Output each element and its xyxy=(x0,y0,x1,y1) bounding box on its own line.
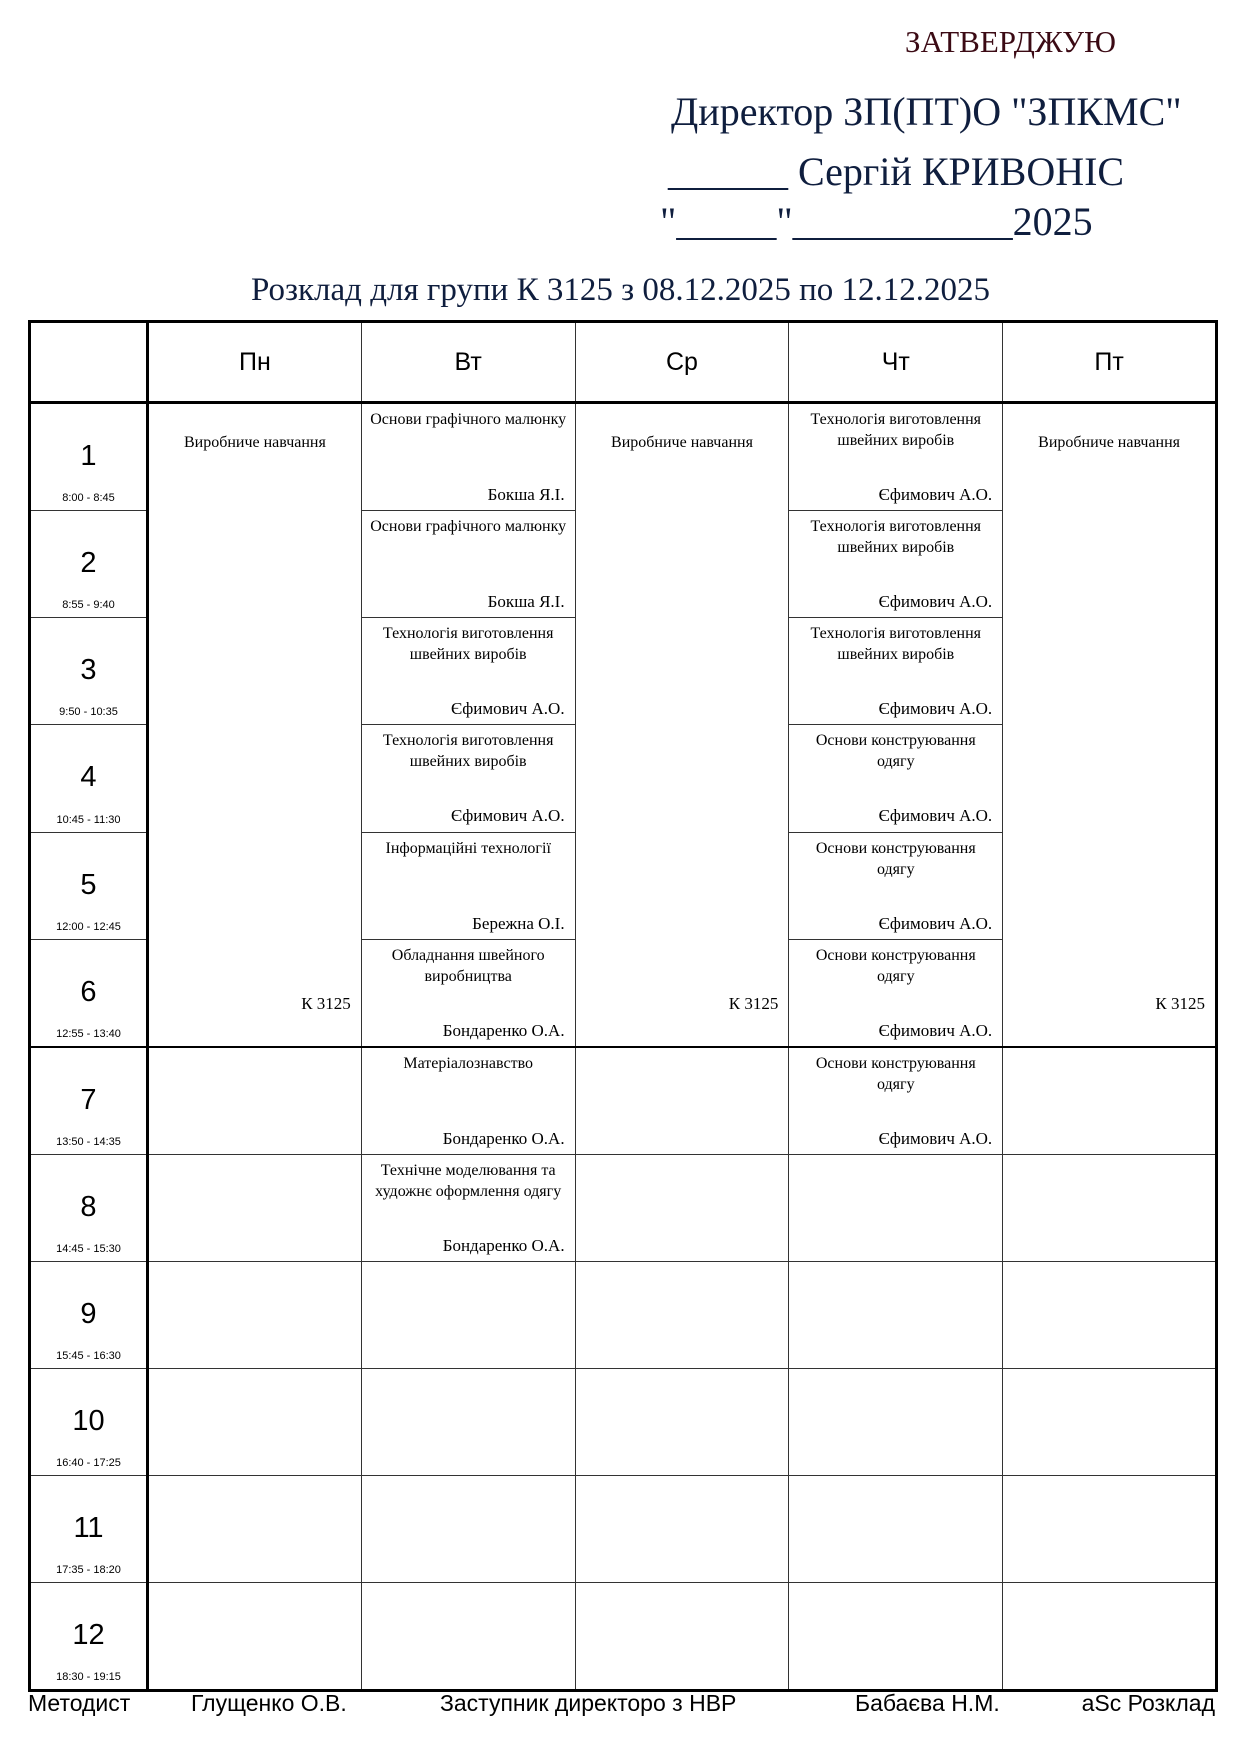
lesson-subject: Технологія виготовлення швейних виробів xyxy=(382,625,554,664)
period-time: 13:50 - 14:35 xyxy=(56,1136,121,1148)
lesson-subject: Обладнання швейного виробництва xyxy=(391,946,545,985)
period-cell xyxy=(30,1476,148,1583)
tue-cell xyxy=(361,1583,575,1691)
thu-cell xyxy=(789,1369,1003,1476)
period-cell xyxy=(30,1155,148,1262)
lesson-subject: Матеріалознавство xyxy=(403,1055,534,1072)
lesson-teacher: Бокша Я.І. xyxy=(487,592,565,612)
wed-cell xyxy=(575,1583,789,1691)
methodist-label: Методист xyxy=(28,1690,131,1716)
software-credit: aSc Розклад xyxy=(1081,1690,1215,1716)
thu-cell xyxy=(789,403,1003,511)
director-signature-line: ______ Сергій КРИВОНІС xyxy=(668,149,1125,194)
period-time: 16:40 - 17:25 xyxy=(56,1457,121,1469)
thu-cell xyxy=(789,1155,1003,1262)
wed-block-cell xyxy=(575,403,789,1048)
lesson-teacher: Єфимович А.О. xyxy=(451,699,565,719)
tue-cell xyxy=(361,403,575,511)
fri-cell xyxy=(1003,1047,1217,1155)
lesson-subject: Основи конструювання одягу xyxy=(815,732,976,771)
tue-cell xyxy=(361,832,575,939)
fri-cell xyxy=(1003,1262,1217,1369)
lesson-teacher: Єфимович А.О. xyxy=(878,1020,993,1040)
day-header-fri: Пт xyxy=(1003,322,1217,403)
block-group: К 3125 xyxy=(728,994,779,1013)
wed-cell xyxy=(575,1476,789,1583)
lesson-subject: Основи конструювання одягу xyxy=(815,1055,976,1093)
tue-cell xyxy=(361,939,575,1047)
day-header-wed: Ср xyxy=(575,322,789,403)
lesson-subject: Технологія виготовлення швейних виробів xyxy=(810,411,982,449)
fri-cell xyxy=(1003,1369,1217,1476)
lesson-teacher: Єфимович А.О. xyxy=(878,699,993,719)
period-time: 12:00 - 12:45 xyxy=(56,920,121,933)
period-time: 12:55 - 13:40 xyxy=(56,1028,121,1040)
block-group: К 3125 xyxy=(1155,994,1205,1013)
lesson-subject: Інформаційні технології xyxy=(385,839,551,857)
director-title: Директор ЗП(ПТ)О "ЗПКМС" xyxy=(671,89,1182,134)
lesson-teacher: Бондаренко О.А. xyxy=(442,1236,565,1255)
footer xyxy=(28,1686,1215,1722)
period-cell xyxy=(30,618,148,725)
mon-block-cell xyxy=(148,403,362,1048)
day-header-mon: Пн xyxy=(148,322,362,403)
wed-cell xyxy=(575,1369,789,1476)
fri-block-cell xyxy=(1003,403,1217,1048)
mon-cell xyxy=(148,1583,362,1691)
thu-cell xyxy=(789,1476,1003,1583)
period-number: 5 xyxy=(80,868,97,901)
mon-cell xyxy=(148,1155,362,1262)
schedule-title: Розклад для групи К 3125 з 08.12.2025 по 12.12.2025 xyxy=(250,272,991,308)
thu-cell xyxy=(789,939,1003,1047)
approval-date-line: "_____"___________2025 xyxy=(660,199,1093,244)
mon-cell xyxy=(148,1047,362,1155)
tue-cell xyxy=(361,618,575,725)
period-cell xyxy=(30,1583,148,1691)
period-cell xyxy=(30,725,148,832)
period-number: 10 xyxy=(72,1405,105,1437)
tue-cell xyxy=(361,511,575,618)
thu-cell xyxy=(789,618,1003,725)
tue-cell xyxy=(361,1047,575,1155)
thu-cell xyxy=(789,511,1003,618)
tue-cell xyxy=(361,1155,575,1262)
tue-cell xyxy=(361,1262,575,1369)
period-cell xyxy=(30,403,148,511)
period-time: 8:00 - 8:45 xyxy=(62,492,115,505)
period-time: 8:55 - 9:40 xyxy=(62,599,115,612)
period-row xyxy=(30,403,1217,511)
thu-cell xyxy=(789,832,1003,939)
lesson-subject: Технічне моделювання та художнє оформлення одягу xyxy=(375,1162,562,1200)
period-time: 14:45 - 15:30 xyxy=(56,1243,121,1255)
period-time: 15:45 - 16:30 xyxy=(56,1350,121,1362)
period-number: 12 xyxy=(72,1619,105,1651)
corner-cell xyxy=(30,322,148,403)
deputy-name: Бабаєва Н.М. xyxy=(855,1690,1000,1716)
period-row xyxy=(30,1369,1217,1476)
methodist-name: Глущенко О.В. xyxy=(191,1690,347,1716)
period-number: 1 xyxy=(80,440,97,472)
period-number: 2 xyxy=(80,547,97,580)
lesson-teacher: Єфимович А.О. xyxy=(878,485,993,504)
period-number: 9 xyxy=(80,1298,97,1330)
tue-cell xyxy=(361,1369,575,1476)
lesson-teacher: Бондаренко О.А. xyxy=(442,1129,565,1148)
lesson-subject: Основи графічного малюнку xyxy=(370,518,567,536)
period-number: 11 xyxy=(73,1512,104,1544)
wed-cell xyxy=(575,1155,789,1262)
period-number: 8 xyxy=(80,1191,97,1223)
schedule-table xyxy=(28,320,1218,1692)
thu-cell xyxy=(789,1047,1003,1155)
lesson-teacher: Єфимович А.О. xyxy=(451,806,565,826)
tue-cell xyxy=(361,725,575,832)
lesson-subject: Технологія виготовлення швейних виробів xyxy=(810,625,982,664)
period-time: 17:35 - 18:20 xyxy=(56,1564,121,1576)
period-cell xyxy=(30,832,148,939)
period-time: 10:45 - 11:30 xyxy=(56,813,121,826)
period-row xyxy=(30,1262,1217,1369)
period-row xyxy=(30,1583,1217,1691)
period-cell xyxy=(30,1047,148,1155)
tue-cell xyxy=(361,1476,575,1583)
period-time: 18:30 - 19:15 xyxy=(56,1671,121,1683)
block-subject: Виробниче навчання xyxy=(183,434,326,451)
block-group: К 3125 xyxy=(301,994,351,1013)
thu-cell xyxy=(789,1583,1003,1691)
lesson-teacher: Єфимович А.О. xyxy=(878,592,993,612)
lesson-teacher: Бокша Я.І. xyxy=(487,485,565,504)
period-cell xyxy=(30,1369,148,1476)
fri-cell xyxy=(1003,1476,1217,1583)
block-subject: Виробниче навчання xyxy=(1038,434,1181,451)
period-row xyxy=(30,1155,1217,1262)
period-number: 6 xyxy=(80,975,97,1008)
lesson-subject: Основи конструювання одягу xyxy=(815,946,976,985)
day-header-tue: Вт xyxy=(361,322,575,403)
lesson-teacher: Єфимович А.О. xyxy=(878,1129,993,1148)
period-number: 4 xyxy=(80,761,97,794)
deputy-label: Заступник директоро з НВР xyxy=(440,1690,737,1716)
lesson-subject: Технологія виготовлення швейних виробів xyxy=(382,732,554,771)
fri-cell xyxy=(1003,1155,1217,1262)
mon-cell xyxy=(148,1262,362,1369)
wed-cell xyxy=(575,1262,789,1369)
lesson-subject: Технологія виготовлення швейних виробів xyxy=(810,518,982,557)
wed-cell xyxy=(575,1047,789,1155)
approval-label: ЗАТВЕРДЖУЮ xyxy=(905,24,1116,59)
lesson-teacher: Єфимович А.О. xyxy=(878,913,993,933)
period-cell xyxy=(30,511,148,618)
period-time: 9:50 - 10:35 xyxy=(59,706,118,719)
mon-cell xyxy=(148,1476,362,1583)
mon-cell xyxy=(148,1369,362,1476)
lesson-subject: Основи графічного малюнку xyxy=(370,411,567,428)
lesson-subject: Основи конструювання одягу xyxy=(815,839,976,878)
thu-cell xyxy=(789,725,1003,832)
period-number: 3 xyxy=(80,654,97,687)
lesson-teacher: Бережна О.І. xyxy=(472,913,565,933)
lesson-teacher: Бондаренко О.А. xyxy=(442,1020,565,1040)
period-cell xyxy=(30,1262,148,1369)
period-number: 7 xyxy=(80,1084,97,1116)
day-header-thu: Чт xyxy=(789,322,1003,403)
period-cell xyxy=(30,939,148,1047)
thu-cell xyxy=(789,1262,1003,1369)
period-row xyxy=(30,1047,1217,1155)
period-row xyxy=(30,1476,1217,1583)
block-subject: Виробниче навчання xyxy=(611,434,753,451)
lesson-teacher: Єфимович А.О. xyxy=(878,806,993,826)
fri-cell xyxy=(1003,1583,1217,1691)
header-row xyxy=(30,322,1217,403)
